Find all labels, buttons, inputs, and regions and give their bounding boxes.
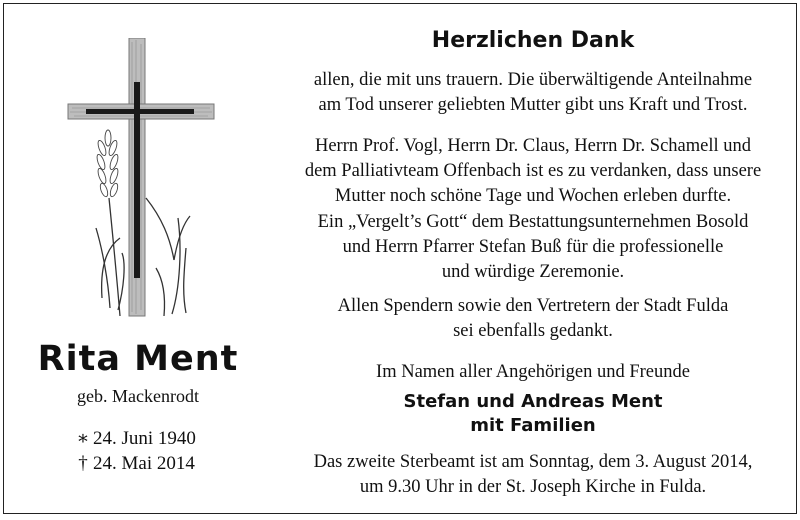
donors-paragraph xyxy=(272,294,794,344)
notice-heading: Herzlichen Dank xyxy=(431,28,635,53)
birth-date: 24. Juni 1940 xyxy=(93,428,196,449)
doctors-paragraph xyxy=(272,134,794,209)
service-announcement xyxy=(272,450,794,500)
text-line: Das zweite Sterbeamt ist am Sonntag, dem 3. August 2014, xyxy=(313,452,753,472)
life-dates xyxy=(76,426,196,476)
on-behalf-line: Im Namen aller Angehörigen und Freunde xyxy=(376,362,690,382)
text-line: um 9.30 Uhr in der St. Joseph Kirche in Fulda. xyxy=(359,477,707,497)
text-line: am Tod unserer geliebten Mutter gibt uns Kraft und Trost. xyxy=(318,95,748,115)
death-date: 24. Mai 2014 xyxy=(93,453,195,474)
text-line: allen, die mit uns trauern. Die überwältigende Anteilnahme xyxy=(313,70,753,90)
birth-symbol-icon: ∗ xyxy=(76,428,90,449)
text-line: Mutter noch schöne Tage und Wochen erleben durfte. xyxy=(334,186,732,206)
obituary-card xyxy=(3,3,797,514)
text-line: sei ebenfalls gedankt. xyxy=(453,321,613,341)
funeral-paragraph xyxy=(272,210,794,285)
birth-line xyxy=(76,426,196,451)
deceased-name: Rita Ment xyxy=(37,339,239,379)
deceased-panel xyxy=(4,4,272,513)
maiden-name: geb. Mackenrodt xyxy=(77,386,199,406)
signer-line: mit Familien xyxy=(470,415,596,436)
text-line: Ein „Vergelt’s Gott“ dem Bestattungsunternehmen Bosold xyxy=(317,212,749,232)
signer-line: Stefan und Andreas Ment xyxy=(403,391,663,412)
text-line: Allen Spendern sowie den Vertretern der Stadt Fulda xyxy=(337,296,729,316)
signers xyxy=(272,390,794,438)
text-line: dem Palliativteam Offenbach ist es zu verdanken, dass unsere xyxy=(304,161,762,181)
death-line xyxy=(76,451,196,476)
intro-paragraph xyxy=(272,68,794,118)
text-line: und würdige Zeremonie. xyxy=(441,262,625,282)
cross-with-wheat-icon xyxy=(66,38,216,320)
text-line: Herrn Prof. Vogl, Herrn Dr. Claus, Herrn Dr. Schamell und xyxy=(314,136,752,156)
thanks-panel xyxy=(272,4,794,513)
death-cross-icon: † xyxy=(78,453,88,474)
text-line: und Herrn Pfarrer Stefan Buß für die professionelle xyxy=(342,237,724,257)
